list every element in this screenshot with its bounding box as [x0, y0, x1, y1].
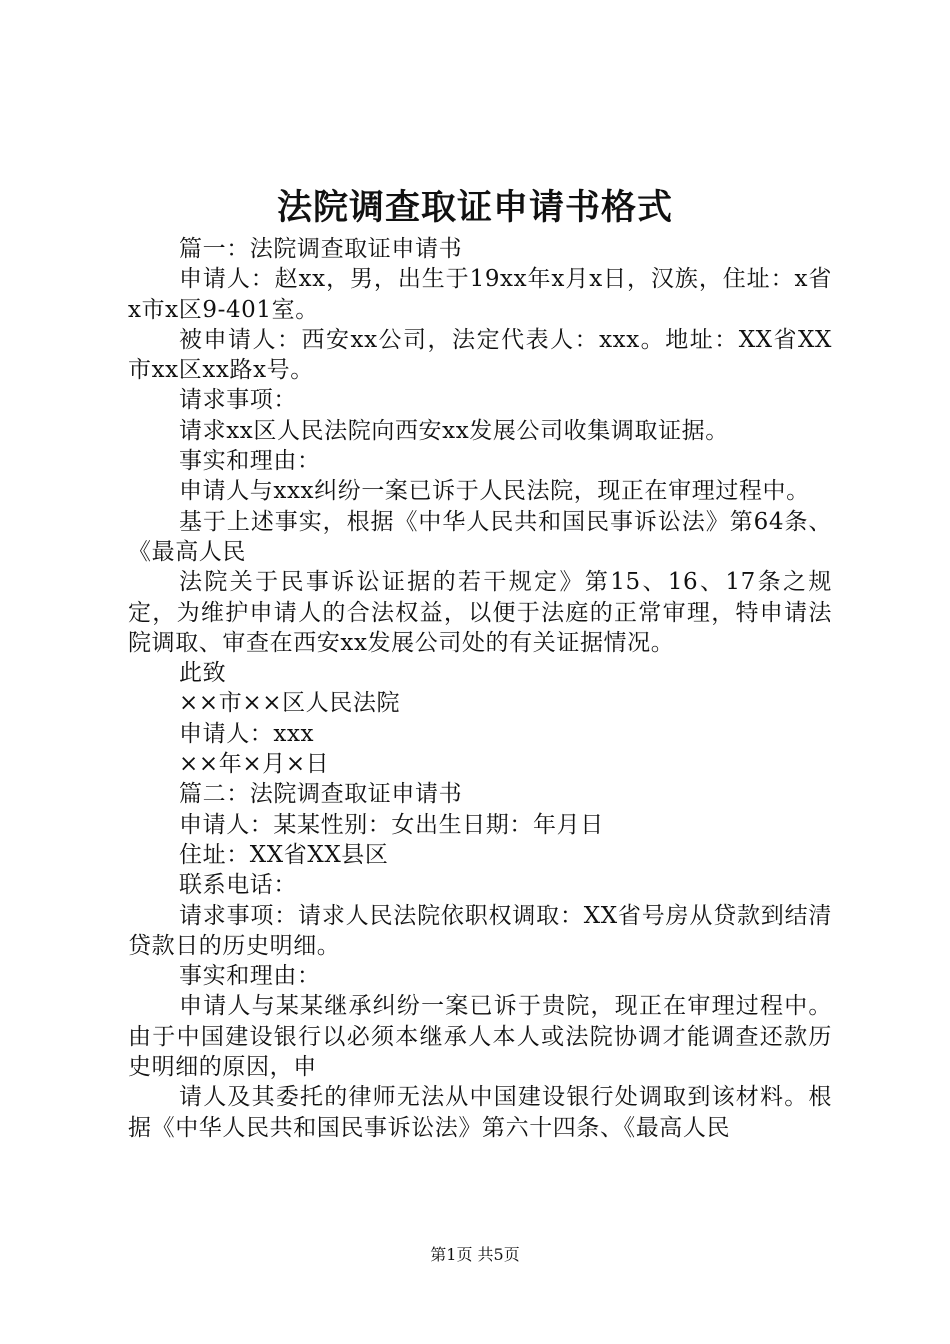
paragraph: 住址：XX省XX县区 — [179, 841, 389, 868]
paragraph: 请求事项： — [179, 387, 297, 414]
paragraph: 基于上述事实，根据《中华人民共和国民事诉讼法》第64条、《最高人民 — [128, 508, 832, 565]
paragraph: 事实和理由： — [179, 963, 321, 990]
paragraph: ××年×月×日 — [179, 751, 330, 778]
paragraph: 事实和理由： — [179, 448, 321, 475]
paragraph: 请人及其委托的律师无法从中国建设银行处调取到该材料。根据《中华人民共和国民事诉讼法》第六十四条、《最高人民 — [128, 1084, 832, 1141]
paragraph: 篇二：法院调查取证申请书 — [179, 781, 463, 808]
paragraph: 申请人：某某性别：女出生日期：年月日 — [179, 811, 604, 838]
paragraph: 此致 — [179, 660, 227, 687]
paragraph: 申请人与某某继承纠纷一案已诉于贵院，现正在审理过程中。由于中国建设银行以必须本继承人本人或法院协调才能调查还款历史明细的原因，申 — [128, 993, 832, 1081]
paragraph: 申请人与xxx纠纷一案已诉于人民法院，现正在审理过程中。 — [179, 478, 810, 505]
paragraph: ××市××区人民法院 — [179, 690, 401, 717]
document-body — [128, 234, 832, 1143]
paragraph: 申请人：赵xx，男，出生于19xx年x月x日，汉族，住址：x省x市x区9-401室。 — [128, 266, 832, 323]
paragraph: 法院关于民事诉讼证据的若干规定》第15、16、17条之规定，为维护申请人的合法权益，以便于法庭的正常审理，特申请法院调取、审查在西安xx发展公司处的有关证据情况。 — [128, 569, 832, 656]
paragraph: 请求xx区人民法院向西安xx发展公司收集调取证据。 — [179, 417, 729, 444]
document-title: 法院调查取证申请书格式 — [276, 187, 673, 228]
paragraph: 联系电话： — [179, 872, 297, 899]
paragraph: 请求事项：请求人民法院依职权调取：XX省号房从贷款到结清贷款日的历史明细。 — [128, 902, 832, 959]
paragraph: 申请人：xxx — [179, 720, 315, 747]
page-number-footer: 第1页 共5页 — [430, 1245, 520, 1264]
paragraph: 被申请人：西安xx公司，法定代表人：xxx。地址：XX省XX市xx区xx路x号。 — [128, 326, 832, 384]
paragraph: 篇一：法院调查取证申请书 — [179, 236, 463, 262]
